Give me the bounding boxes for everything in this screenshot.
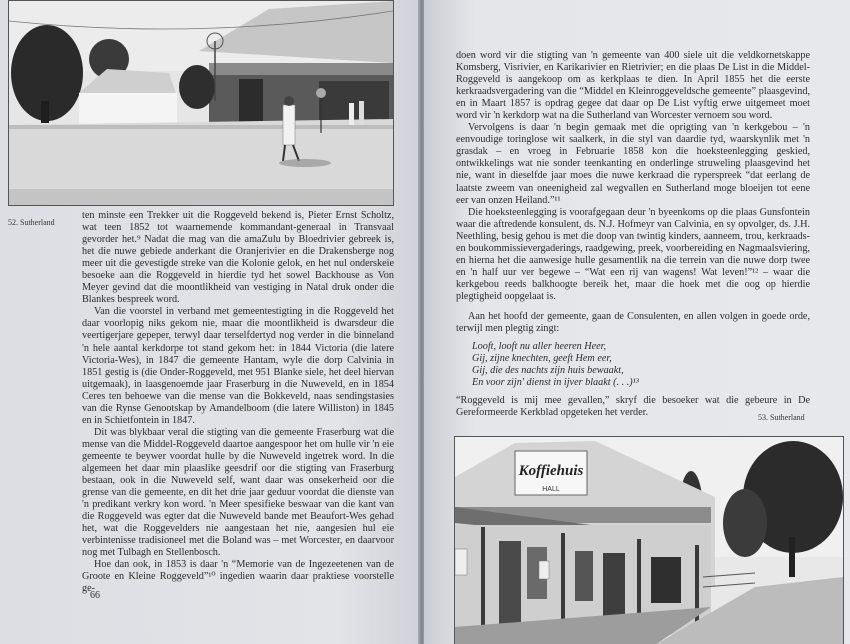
closing-paragraph: “Roggeveld is mij mee gevallen,” skryf die besoeker wat die gebeure in De Gereformeerde Kerkblad opgeteken het verder. bbox=[456, 395, 810, 419]
verse-line-1: Looft, looft nu aller heeren Heer, bbox=[472, 341, 607, 353]
left-paragraph-2: Van die voorstel in verband met gemeentestigting in die Roggeveld het daar voorlopig niks gekom nie, maar die moontlikheid is dwarsdeur die veertigerjare gepeper, terwyl daar terselfdertyd nog verder in die binneland 'n hele aantal kerkdorpe tot stand gekom het: in 1844 Victoria (die latere Victoria-Wes), in 1847 die gemeente Hantam, wyle die dorp Calvinia in 1851 gestig is (die Onder-Roggeveld, met 951 Blanke siele, het deel hiervan uitgemaak), in laasgenoemde jaar Fraserburg in die Nuweveld, en in 1854 Ceres ten behoewe van die mense van die Bokkeveld, naas sendingstasies van die Rynse Genootskap by Amandelboom (die latere Williston) in 1845 en in Schietfontein in 1847. bbox=[82, 306, 394, 426]
left-paragraph-3: Dit was blykbaar veral die stigting van die gemeente Fraserburg wat die mense van die Middel-Roggeveld daartoe aangespoor het om hulle vir 'n eie gemeente te beywer voordat hulle by die Nuweveld ingetrek word. In die algemeen het daar min plaaslike geesdrif oor die stigting van Fraserburg bestaan, ook in die Nuweveld self, want daar was onsekerheid oor die grense van die gemeente, en dit het drie jaar geduur voordat die dienste van 'n predikant verkry kon word. 'n Meer spesifieke beswaar van die kant van die Roggeveld was egter dat die Nuweveld bande met Beaufort-Wes gehad het, wat die Roggevelders nie aangestaan het nie, aangesien hul eie verbintenisse tradisioneel met die Boland was – met Worcester, en daarvoor nog met Tulbagh en Stellenbosch. bbox=[82, 426, 394, 559]
left-paragraph-1: ten minste een Trekker uit die Roggeveld bekend is, Pieter Ernst Scholtz, wat teen 1852 tot waarnemende kommandant-generaal in Transvaal gevorder het.⁹ Nadat die mag van die amaZulu by Bloedrivier gebreek is, het die nuwe gebiede anderkant die Oranjerivier en die Drakensberge nog meer uit die gevestigde streke van die Kolonie gelok, en het nul onderskeie besoeke aan die Roggeveld in hierdie tyd het sowel Backhouse as Von Meyer gevind dat die moontlikheid van vestiging in Natal druk onder die Blankes bespreek word. bbox=[82, 210, 394, 306]
verse-line-2: Gij, zijne knechten, geeft Hem eer, bbox=[472, 353, 612, 365]
left-paragraph-4: Hoe dan ook, in 1853 is daar 'n “Memorie van de Ingezeetenen van de Groote en Kleine Roggeveld”¹⁰ ingedien waarin daar praktiese voorstelle ge- bbox=[82, 559, 394, 595]
right-paragraph-3: Die hoeksteenlegging is voorafgegaan deur 'n byeenkoms op die plaas Gunsfontein waar die aftredende konsulent, ds. N.J. Hofmeyr van Calvinia, en sy opvolger, ds. J.H. Neethling, besig gehou is met die doop van twintig kinders, aanneem, trou, kerkraads- en boukommissievergaderings, raadgewing, preek, voorbereiding en Nagmaalsviering, en hierna het die aanwesige hulle gesamentlik na die terrein van die nuwe dorp twee en 'n half uur ver begewe – “Wat een rij van wagens! Wat leven!”¹² – waar die kerkgebou reeds balkhoogte bereik het, maar die hoek met die oog op hierdie plegtigheid oopgelaat is. bbox=[456, 206, 810, 302]
photo-koffiehuis bbox=[454, 436, 844, 644]
right-paragraph-2: Vervolgens is daar 'n begin gemaak met die oprigting van 'n kerkgebou – 'n eenvoudige toringlose wit saalkerk, in die styl van daardie tyd, waarskynlik met 'n grasdak – en vroeg in Februarie 1858 kon die hoeksteenlegging geskied, ontwikkelings wat nie sonder teenkanting en onderlinge struweling plaasgevind het nie, want in dieselfde jaar moes die nuwe kerkraad die ryperspreek “dat eerlang de laatste zweem van oneenigheid zal wegvallen en Sutherland moge bloeijen tot eene eer van onzen Heiland.”¹¹ bbox=[456, 122, 810, 206]
right-paragraph-1: doen word vir die stigting van 'n gemeente van 400 siele uit die veldkornetskappe Komsberg, Visrivier, en Karikarivier en Rietrivier; en die plaas De List in die Middel-Roggeveld is aangekoop om as kerkplaas te dien. In April 1855 het die eerste kerkraadsvergadering van die “Middel en Kleinroggeveldsche gemeente” plaasgevind, en in Maart 1857 is opdrag gegee dat daar op De List vyftig erwe uitgemeet moet word vir 'n kerkdorp wat na die Sutherland van Worcester vernoem sou word. bbox=[456, 50, 810, 122]
koffiehuis-sign: Koffiehuis bbox=[518, 463, 584, 479]
hall-sign: HALL bbox=[542, 486, 560, 493]
verse-line-3: Gij, die des nachts zijn huis bewaakt, bbox=[472, 365, 624, 377]
left-page bbox=[0, 0, 420, 644]
photo-street-scene bbox=[8, 0, 394, 206]
right-page bbox=[424, 0, 850, 644]
right-body-text bbox=[456, 50, 810, 419]
verse-block bbox=[472, 341, 810, 389]
left-photo-caption: 52. Sutherland bbox=[8, 218, 55, 227]
left-body-text bbox=[82, 210, 394, 596]
page-number: 66 bbox=[90, 590, 100, 601]
verse-line-4: En voor zijn' dienst in ijver blaakt (. . .)¹³ bbox=[472, 377, 639, 389]
verse-intro: Aan het hoofd der gemeente, gaan de Consulenten, en allen volgen in goede orde, terwijl men plegtig zingt: bbox=[456, 310, 810, 335]
right-photo-caption: 53. Sutherland bbox=[758, 413, 805, 422]
